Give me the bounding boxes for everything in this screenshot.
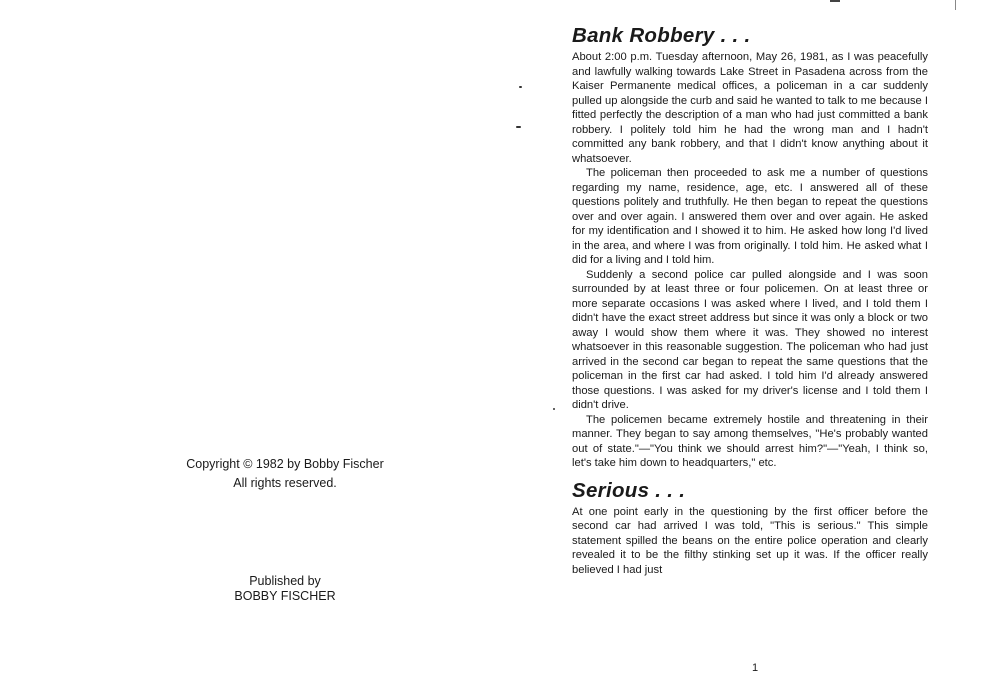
page-number: 1 (751, 662, 759, 674)
published-by-label: Published by (249, 574, 321, 588)
paragraph: About 2:00 p.m. Tuesday afternoon, May 26, 1981, as I was peacefully and lawfully walking towards Lake Street in Pasadena across from the Kaiser Permanente medical offices, a policeman in a car suddenly pulled up alongside the curb and said he wanted to talk to me because I fitted perfectly the description of a man who had just committed a bank robbery. I politely told him he had the wrong man and I hadn't committed any bank robbery, and that I didn't know anything about it whatsoever. (572, 51, 928, 165)
print-speck (553, 408, 555, 410)
paragraph: The policemen became extremely hostile and threatening in their manner. They began to say among themselves, "He's probably wanted out of state."—"You think we should arrest him?"—"Yeah, I think so, let's take him down to headquarters," etc. (572, 413, 928, 469)
publisher-block (180, 574, 390, 604)
paragraph: Suddenly a second police car pulled alongside and I was soon surrounded by at least three or four policemen. On at least three or more separate occasions I was asked where I lived, and I told them I didn't have the exact street address but since it was only a block or two away I would show them where it was. They showed no interest whatsoever in this reasonable suggestion. The policeman who had just arrived in the second car began to repeat the same questions that the policeman in the first car had asked. I told him I'd already answered those questions. I was asked for my driver's license and I told them I didn't drive. (572, 268, 928, 411)
print-speck (516, 126, 521, 128)
section-title: Serious . . . (572, 478, 686, 502)
paragraph: The policeman then proceeded to ask me a number of questions regarding my name, residence, age, etc. I answered all of these questions politely and truthfully. He then began to repeat the questions over and over again. I answered them over and over again. He asked for my identification and I showed it to him. He asked how long I'd lived in the area, and where I was from originally. I told him. He asked what I did for a living and I told him. (572, 167, 928, 266)
rights-reserved: All rights reserved. (233, 476, 337, 490)
section-title: Bank Robbery . . . (572, 24, 751, 47)
paragraph: At one point early in the questioning by the first officer before the second car had arrived I was told, "This is serious." This simple statement spilled the beans on the entire police operation and clearly revealed it to be the filthy stinking set up it was. If the officer really believed I had just (572, 505, 928, 576)
publisher-name: BOBBY FISCHER (234, 589, 336, 603)
section-serious (572, 477, 928, 578)
copyright-block (130, 455, 440, 493)
print-speck (519, 86, 522, 88)
crop-mark (830, 0, 840, 2)
section-bank-robbery (572, 22, 928, 471)
right-page (572, 22, 928, 577)
crop-mark (955, 0, 956, 10)
copyright-notice: Copyright © 1982 by Bobby Fischer (186, 457, 384, 471)
